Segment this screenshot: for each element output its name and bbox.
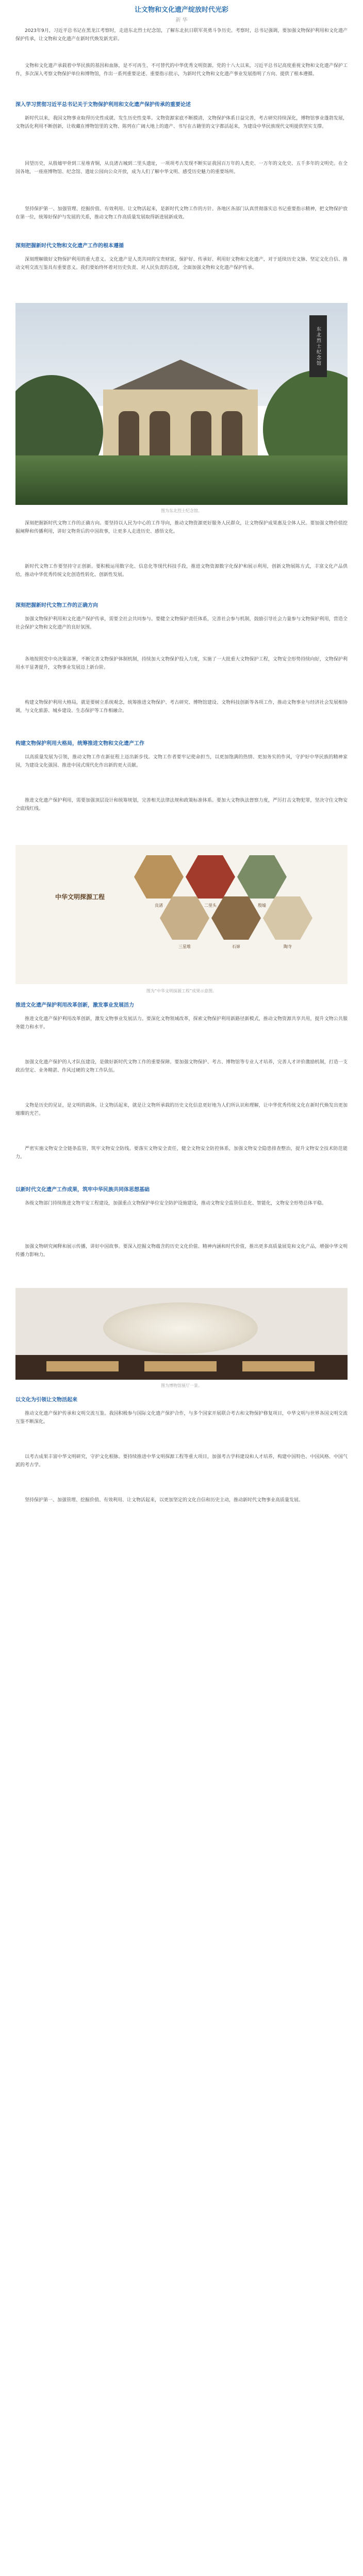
paragraph: 加强文化遗产保护的人才队伍建设，是做好新时代文物工作的重要保障。要加强文物保护、考古、博物馆等专业人才培养，完善人才评价激励机制，打造一支政治坚定、业务精湛、作风过硬的文物工作队伍。 bbox=[15, 1060, 348, 1073]
section-heading: 深刻把握新时代文物和文化遗产工作的根本遵循 bbox=[15, 243, 124, 249]
museum-display-disc bbox=[103, 1302, 258, 1354]
paragraph: 文物和文化遗产承载着中华民族的基因和血脉，是不可再生、不可替代的中华优秀文明资源。党的十八大以来，习近平总书记高度重视文物和文化遗产保护工作，多次深入考察文物保护单位和博物馆，作出一系列重要论述、重要指示批示，为新时代文物和文化遗产事业发展指明了方向、提供了根本遵循。 bbox=[15, 63, 348, 77]
paragraph: 以考古成果丰富中华文明研究，守护文化根脉。要持续推进中华文明探源工程等重大项目，加强考古学科建设和人才培养，构建中国特色、中国风格、中国气派的考古学。 bbox=[15, 1454, 348, 1468]
paragraph: 推进文化遗产保护利用改革创新，激发文物事业发展活力。要深化文物领域改革，探索文物保护利用新路径新模式，推动文物资源共享共用，提升文物公共服务能力和水平。 bbox=[15, 1016, 348, 1030]
section-heading: 构建文物保护利用大格局，统筹推进文物和文化遗产工作 bbox=[15, 741, 144, 747]
article-title: 让文物和文化遗产绽放时代光彩 bbox=[134, 6, 228, 14]
collage-label: 石峁 bbox=[232, 944, 240, 949]
section-heading: 深刻把握新时代文物工作的正确方向 bbox=[15, 603, 98, 608]
paragraph: 推动文化遗产保护传承和文明交流互鉴。我国积极参与国际文化遗产保护合作，与多个国家开展联合考古和文物保护修复项目，中华文明与世界各国文明交流互鉴不断深化。 bbox=[15, 1411, 348, 1425]
article-author: 新 华 bbox=[175, 18, 188, 23]
paragraph: 坚持保护第一、加强管理、挖掘价值、有效利用、让文物活起来，以更加坚定的文化自信和历史主动，推动新时代文物事业高质量发展。 bbox=[25, 1498, 304, 1503]
paragraph: 新时代文物工作要坚持守正创新。要积极运用数字化、信息化等现代科技手段，推进文物资源数字化保护和展示利用，创新文物展陈方式，丰富文化产品供给，推动中华优秀传统文化创造性转化、创新性发展。 bbox=[15, 564, 348, 578]
paragraph: 深刻理解做好文物保护利用的重大意义。文化遗产是人类共同的宝贵财富，保护好、传承好、利用好文物和文化遗产，对于延续历史文脉、坚定文化自信、推动文明交流互鉴具有重要意义。我们要始终怀着对历史负责、对人民负责的态度，全面加强文物和文化遗产保护传承。 bbox=[15, 257, 348, 270]
paragraph: 坚持保护第一、加强管理、挖掘价值、有效利用、让文物活起来，是新时代文物工作的方针。各地区各部门认真贯彻落实总书记重要指示精神，把文物保护放在第一位，统筹好保护与发展的关系，推动文物工作高质量发展取得新进展新成效。 bbox=[15, 207, 348, 220]
paragraph: 各级文物部门持续推进文物平安工程建设，加强重点文物保护单位安全防护设施建设，推动文物安全监管信息化、智能化，文物安全形势总体平稳。 bbox=[25, 1201, 327, 1206]
paragraph: 文物是历史的见证，是文明的载体。让文物活起来，就是让文物所承载的历史文化信息更好地为人们所认识和理解，让中华优秀传统文化在新时代焕发出更加璀璨的光芒。 bbox=[15, 1103, 348, 1116]
section-heading: 以文化为引领让文物活起来 bbox=[15, 1397, 77, 1403]
memorial-sign: 东北烈士纪念馆 bbox=[309, 315, 327, 377]
paragraph: 各地按照党中央决策部署，不断完善文物保护体制机制，持续加大文物保护投入力度，实施了一大批重大文物保护工程，文物安全形势持续向好，文物保护利用水平显著提升，文物事业发展迈上新台阶。 bbox=[15, 657, 348, 670]
photo-caption: 图为博物馆展厅一景。 bbox=[161, 1383, 202, 1388]
paragraph: 以高质量发展为引领，推动文物工作在新征程上迈出新步伐。文物工作者要牢记使命担当，以更加饱满的热情、更加务实的作风，守护好中华民族的精神家园，为建设文化强国、推进中国式现代化作出新的更大贡献。 bbox=[15, 755, 348, 768]
paragraph: 回望历史，从殷墟甲骨到三星堆青铜，从良渚古城到二里头遗址，一项项考古发现不断实证我国百万年的人类史、一万年的文化史、五千多年的文明史。在全国各地，一座座博物馆、纪念馆、遗址公园向公众开放，成为人们了解中华文明、感受历史魅力的重要场所。 bbox=[15, 161, 348, 175]
collage-label: 三星堆 bbox=[178, 944, 191, 949]
collage-label: 二里头 bbox=[204, 903, 217, 908]
civilization-collage bbox=[15, 845, 348, 984]
collage-image bbox=[237, 855, 287, 899]
museum-photo bbox=[15, 1288, 348, 1380]
memorial-hall-photo bbox=[15, 303, 348, 505]
paragraph: 严密实施文物安全全链条监管，筑牢文物安全防线。要落实文物安全责任，健全文物安全防控体系，加强文物安全隐患排查整治，提升文物安全技术防范能力。 bbox=[15, 1146, 348, 1160]
paragraph: 新时代以来，我国文物事业取得历史性成就、发生历史性变革。文物资源家底不断摸清，文物保护体系日益完善，考古研究持续深化，博物馆事业蓬勃发展，文物活化利用不断创新，让收藏在博物馆里的文物、陈列在广阔大地上的遗产、书写在古籍里的文字都活起来，为建设中华民族现代文明提供坚实支撑。 bbox=[15, 116, 348, 129]
photo-caption: 图为东北烈士纪念馆。 bbox=[161, 509, 202, 513]
paragraph: 深刻把握新时代文物工作的正确方向。要坚持以人民为中心的工作导向，推动文物资源更好服务人民群众，让文物保护成果惠及全体人民。要加强文物价值挖掘阐释和传播利用，讲好文物背后的中国故事，让更多人走进历史、感悟文化。 bbox=[15, 521, 348, 534]
collage-label: 陶寺 bbox=[284, 944, 292, 949]
section-heading: 推进文化遗产保护利用改革创新，激发事业发展活力 bbox=[15, 1003, 134, 1008]
collage-label: 良渚 bbox=[155, 903, 163, 908]
collage-title: 中华文明探源工程 bbox=[55, 893, 105, 901]
section-heading: 深入学习贯彻习近平总书记关于文物保护利用和文化遗产保护传承的重要论述 bbox=[15, 102, 191, 108]
collage-image bbox=[186, 855, 235, 899]
paragraph: 推进文化遗产保护利用，需要加强顶层设计和统筹规划，完善相关法律法规和政策标准体系。要加大文物执法督察力度，严厉打击文物犯罪，坚决守住文物安全底线红线。 bbox=[15, 798, 348, 811]
figure-caption: 图为“中华文明探源工程”成果示意图。 bbox=[146, 989, 217, 993]
paragraph: 构建文物保护利用大格局，就是要树立系统观念，统筹推进文物保护、考古研究、博物馆建设、文物科技创新等各项工作，推动文物事业与经济社会发展相协调，与文化旅游、城乡建设、生态保护等工作相融合。 bbox=[15, 700, 348, 714]
paragraph: 加强文物保护利用和文化遗产保护传承，需要全社会共同参与。要健全文物保护责任体系，完善社会参与机制，鼓励引导社会力量参与文物保护利用，营造全社会保护文物和文化遗产的良好氛围。 bbox=[15, 617, 348, 630]
collage-image bbox=[134, 855, 184, 899]
section-heading: 以新时代文化遗产工作成果，筑牢中华民族共同体思想基础 bbox=[15, 1187, 150, 1193]
collage-label: 殷墟 bbox=[258, 903, 266, 908]
paragraph: 加强文物研究阐释和展示传播，讲好中国故事。要深入挖掘文物蕴含的历史文化价值、精神内涵和时代价值，推出更多高质量展览和文化产品，增强中华文明传播力影响力。 bbox=[15, 1244, 348, 1258]
paragraph: 2023年9月，习近平总书记在黑龙江考察时，走进东北烈士纪念馆，了解东北抗日联军英勇斗争历史。考察时，总书记强调，要加强文物保护利用和文化遗产保护传承，让文物和文化遗产在新时代焕发新光彩。 bbox=[15, 28, 348, 42]
